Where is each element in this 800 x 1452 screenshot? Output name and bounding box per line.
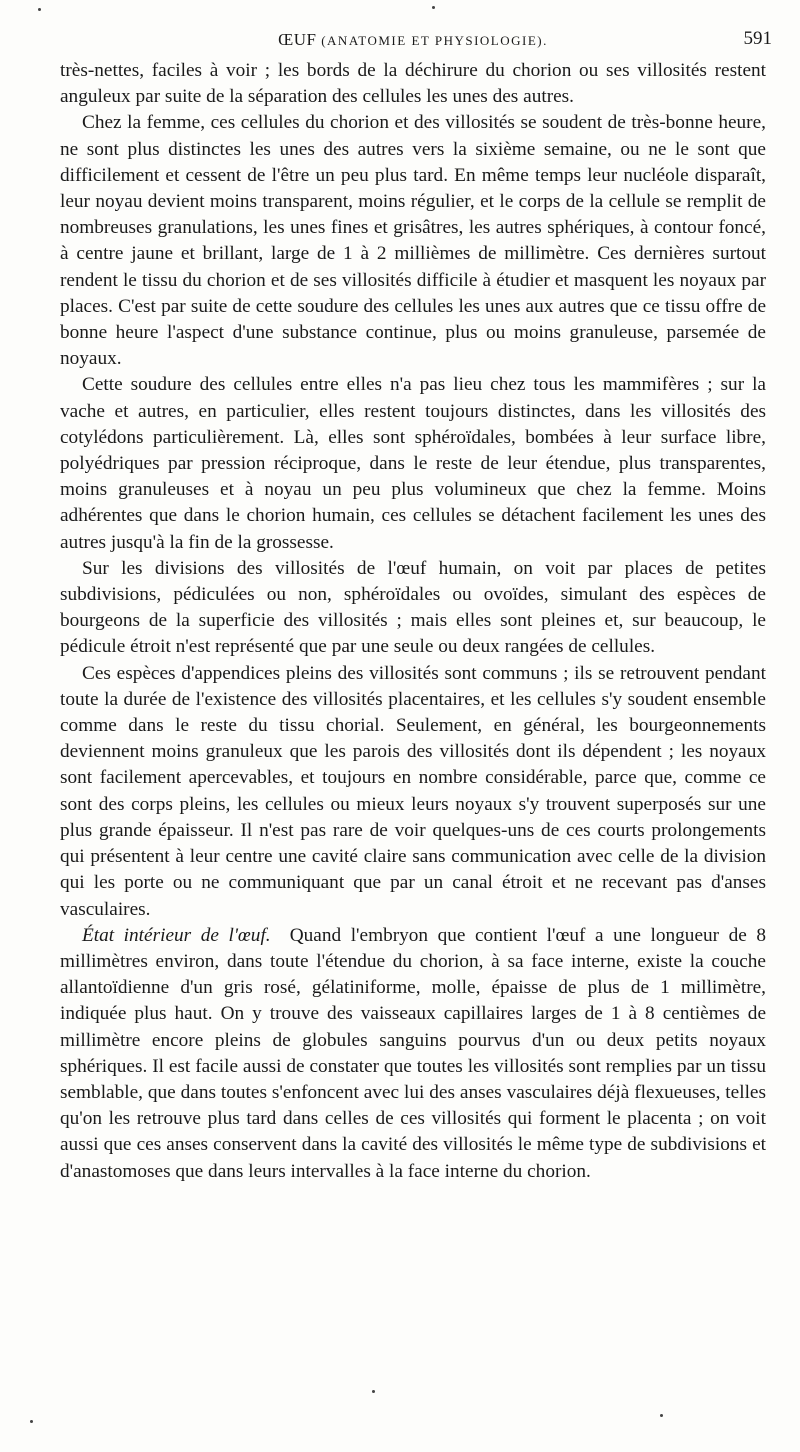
running-head [60,26,772,58]
body-text [60,58,766,1185]
paragraph-2: Chez la femme, ces cellules du chorion et des villosités se soudent de très-bonne heure, ne sont plus distinctes les unes des autres vers la sixième semaine, ou ne le sont que difficilement et cessent de l'être un peu plus tard. En même temps leur nucléole disparaît, leur noyau devient moins transparent, moins régulier, et le corps de la cellule se remplit de nombreuses granulations, les unes fines et grisâtres, les autres sphériques, à contour foncé, à centre jaune et brillant, large de 1 à 2 millièmes de millimètre. Ces dernières surtout rendent le tissu du chorion et de ses villosités difficile à étudier et masquent les noyaux par places. C'est par suite de cette soudure des cellules les unes aux autres que ce tissu offre de bonne heure l'aspect d'une substance continue, plus ou moins granuleuse, parsemée de noyaux. [60,112,766,370]
scan-speck [372,1390,375,1393]
scan-speck [432,6,435,9]
running-title [60,30,766,50]
paragraph-4: Sur les divisions des villosités de l'œuf humain, on voit par places de petites subdivisions, pédiculées ou non, sphéroïdales ou ovoïdes, simulant des espèces de bourgeons de la superficie des villosités ; mais elles sont pleines et, sur beaucoup, le pédicule étroit n'est représenté que par une seule ou deux rangées de cellules. [60,557,766,658]
paragraph-3: Cette soudure des cellules entre elles n'a pas lieu chez tous les mammifères ; sur la vache et autres, en particulier, elles restent toujours distinctes, dans les villosités des cotylédons particulièrement. Là, elles sont sphéroïdales, bombées à leur surface libre, polyédriques par pression réciproque, dans le reste de leur étendue, plus transparentes, moins granuleuses et à noyau un peu plus volumineux que chez la femme. Moins adhérentes que dans le chorion humain, ces cellules se détachent facilement les unes des autres jusqu'à la fin de la grossesse. [60,374,766,553]
page [60,26,772,1185]
paragraph-1: très-nettes, faciles à voir ; les bords de la déchirure du chorion ou ses villosités restent anguleux par suite de la séparation des cellules les unes des autres. [60,60,766,108]
running-title-subtitle: (ANATOMIE ET PHYSIOLOGIE). [321,33,548,48]
scan-speck [38,8,41,11]
paragraph-5: Ces espèces d'appendices pleins des villosités sont communs ; ils se retrouvent pendant toute la durée de l'existence des villosités placentaires, et les cellules s'y soudent ensemble comme dans le reste du tissu chorial. Seulement, en général, les bourgeonnements deviennent moins granuleux que les parois des villosités dont ils dépendent ; les noyaux sont facilement apercevables, et toujours en nombre considérable, parce que, comme ce sont des corps pleins, les cellules ou mieux leurs noyaux s'y trouvent superposés sur une plus grande épaisseur. Il n'est pas rare de voir quelques-uns de ces courts prolongements qui présentent à leur centre une cavité claire sans communication avec celle de la division qui les porte ou ne communiquant que par un canal étroit et ne recevant pas d'anses vasculaires. [60,662,766,920]
paragraph-6: État intérieur de l'œuf. Quand l'embryon que contient l'œuf a une longueur de 8 millimètres environ, dans toute l'étendue du chorion, à sa face interne, existe la couche allantoïdienne d'un gris rosé, gélatiniforme, molle, épaisse de plus de 1 millimètre, indiquée plus haut. On y trouve des vaisseaux capillaires larges de 1 à 8 centièmes de millimètre encore pleins de globules sanguins pourvus d'un ou deux petits noyaux sphériques. Il est facile aussi de constater que toutes les villosités sont remplies par un tissu semblable, que dans toutes s'enfoncent avec lui des anses vasculaires déjà flexueuses, telles qu'on les retrouve plus tard dans celles de ces villosités qui forment le placenta ; on voit aussi que ces anses conservent dans la cavité des villosités le même type de subdivisions et d'anastomoses que dans leurs intervalles à la face interne du chorion. [60,924,766,1182]
scan-speck [30,1420,33,1423]
page-number: 591 [743,28,772,49]
scan-speck [660,1414,663,1417]
section-heading: État intérieur de l'œuf. [82,924,271,946]
running-title-main: ŒUF [278,30,317,49]
